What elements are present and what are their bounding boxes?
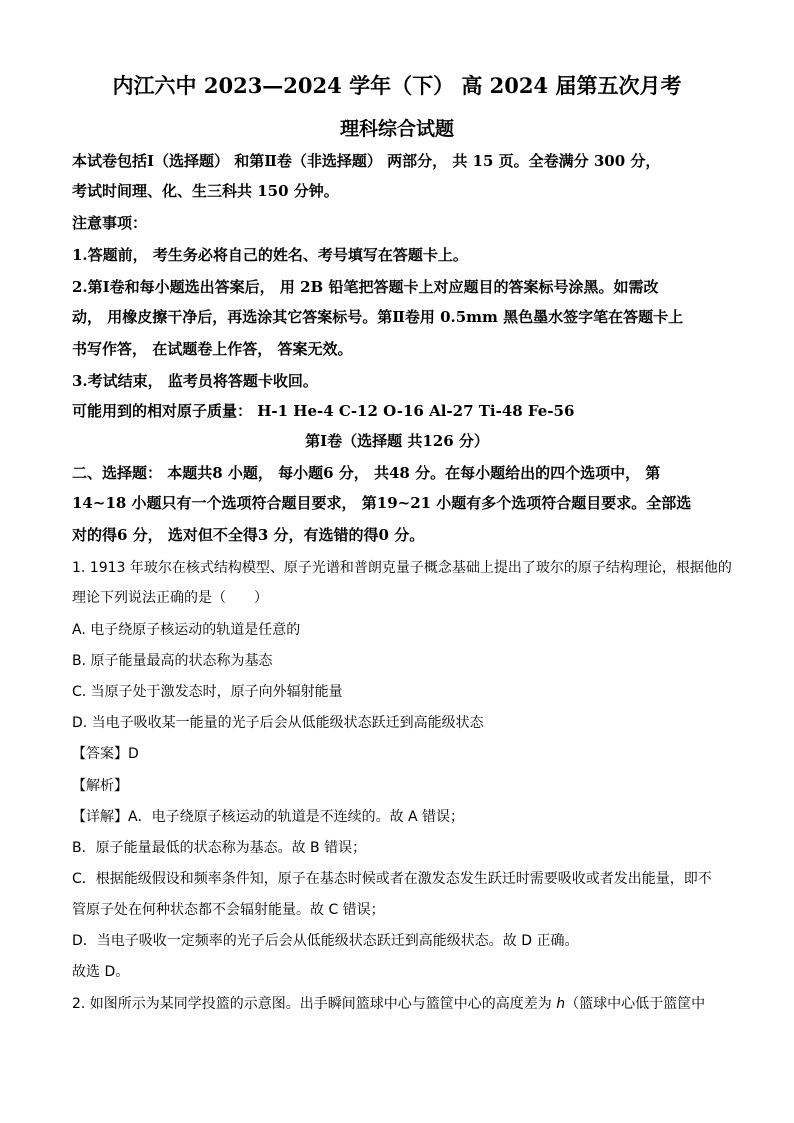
q1-option-a: A. 电子绕原子核运动的轨道是任意的 [72, 622, 301, 638]
q1-analysis-line: 故选 D。 [72, 964, 130, 980]
intro-line-2: 考试时间理、化、生三科共 150 分钟。 [72, 182, 339, 200]
section-title: 第Ⅰ卷（选择题 共126 分） [305, 432, 489, 450]
notice-item: 3.考试结束， 监考员将答题卡收回。 [72, 372, 318, 390]
intro-line-1: 本试卷包括Ⅰ（选择题） 和第Ⅱ卷（非选择题） 两部分， 共 15 页。全卷满分 300 分， [72, 152, 661, 170]
notice-item: 动， 用橡皮擦干净后，再选涂其它答案标号。第Ⅱ卷用 0.5mm 黑色墨水签字笔在答题卡上 [72, 308, 684, 326]
notice-item: 1.答题前， 考生务必将自己的姓名、考号填写在答题卡上。 [72, 246, 468, 264]
q1-stem-line: 理论下列说法正确的是（ ） [72, 590, 268, 606]
q1-option-b: B. 原子能量最高的状态称为基态 [72, 653, 273, 669]
q1-analysis-line: B．原子能量最低的状态称为基态。故 B 错误； [72, 840, 367, 856]
q2-var-h: h [556, 996, 566, 1012]
q1-stem-line: 1. 1913 年玻尔在核式结构模型、原子光谱和普朗克量子概念基础上提出了玻尔的原子结构理论，根据他的 [72, 560, 732, 576]
notice-item: 2.第Ⅰ卷和每小题选出答案后， 用 2B 铅笔把答题卡上对应题目的答案标号涂黑。如需改 [72, 278, 659, 296]
page-title: 内江六中 2023—2024 学年（下） 高 2024 届第五次月考 [112, 73, 682, 98]
q1-analysis-line: C．根据能级假设和频率条件知，原子在基态时候或者在激发态发生跃迁时需要吸收或者发出能量，即不 [72, 871, 712, 887]
notice-item: 书写作答， 在试题卷上作答， 答案无效。 [72, 340, 353, 358]
q1-answer: 【答案】D [72, 746, 139, 762]
q1-analysis-line: 管原子处在何种状态都不会辐射能量。故 C 错误； [72, 902, 385, 918]
q1-analysis-label: 【解析】 [72, 778, 128, 794]
section-intro-line: 14~18 小题只有一个选项符合题目要求， 第19~21 小题有多个选项符合题目要求。全部选 [72, 494, 692, 512]
q2-stem-end: （篮球中心低于篮筐中 [565, 996, 706, 1012]
atomic-mass-line: 可能用到的相对原子质量： H-1 He-4 C-12 O-16 Al-27 Ti-48 Fe-56 [72, 402, 575, 420]
section-intro-line: 二、选择题： 本题共8 小题， 每小题6 分， 共48 分。在每小题给出的四个选项中， 第 [72, 464, 661, 482]
q1-analysis-line: 【详解】A．电子绕原子核运动的轨道是不连续的。故 A 错误； [72, 809, 465, 825]
q1-analysis-line: D．当电子吸收一定频率的光子后会从低能级状态跃迁到高能级状态。故 D 正确。 [72, 933, 579, 949]
q1-option-d: D. 当电子吸收某一能量的光子后会从低能级状态跃迁到高能级状态 [72, 715, 484, 731]
q2-stem-line [72, 993, 705, 1013]
q2-stem-start: 2. 如图所示为某同学投篮的示意图。出手瞬间篮球中心与篮筐中心的高度差为 [72, 996, 557, 1012]
section-intro-line: 对的得6 分， 选对但不全得3 分，有选错的得0 分。 [72, 526, 425, 544]
notice-title: 注意事项： [72, 214, 148, 232]
q1-option-c: C. 当原子处于激发态时，原子向外辐射能量 [72, 684, 343, 700]
page-subtitle: 理科综合试题 [339, 118, 454, 140]
